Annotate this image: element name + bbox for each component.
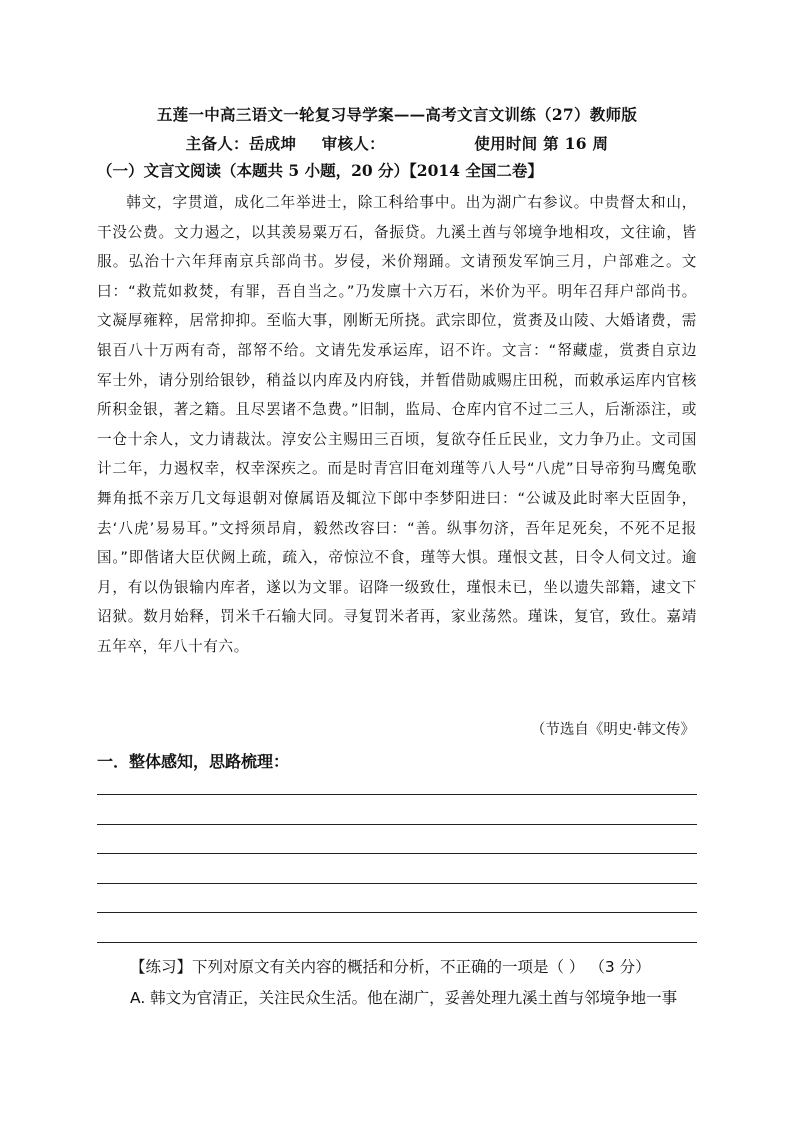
answer-line[interactable] xyxy=(97,794,697,795)
passage-text: 韩文，字贯道，成化二年举进士，除工科给事中。出为湖广右参议。中贵督太和山，干没公费。文力遏之，以其羡易粟万石，备振贷。九溪土酋与邻境争地相攻，文往谕，皆服。弘治十六年拜南京兵部尚书。岁侵，米价翔踊。文请预发军饷三月，户部难之。文曰：“救荒如救焚，有罪，吾自当之。”乃发廪十六万石，米价为平。明年召拜户部尚书。文凝厚雍粹，居常抑抑。至临大事，刚断无所挠。武宗即位，赏赉及山陵、大婚诸费，需银百八十万两有奇，部帑不给。文请先发承运库，诏不许。文言：“帑藏虚，赏赉自京边军士外，请分别给银钞，稍益以内库及内府钱，并暂借勋戚赐庄田税，而敕承运库内官核所积金银，著之籍。且尽罢诸不急费。”旧制，监局、仓库内官不过二三人，后渐添注，或一仓十余人，文力请裁汰。淳安公主赐田三百顷，复欲夺任丘民业，文力争乃止。文司国计二年，力遏权幸，权幸深疾之。而是时青宫旧奄刘瑾等八人号“八虎”日导帝狗马鹰兔歌舞角抵不亲万几文每退朝对僚属语及辄泣下郎中李梦阳进曰：“公诚及此时率大臣固争，去‘八虎’易易耳。”文捋须昂肩，毅然改容曰：“善。纵事勿济，吾年足死矣，不死不足报国。”即偕诸大臣伏阙上疏，疏入，帝惊泣不食，瑾等大惧。瑾恨文甚，日令人伺文过。逾月，有以伪银输内库者，遂以为文罪。诏降一级致仕，瑾恨未已，坐以遗失部籍，逮文下诏狱。数月始释，罚米千石输大同。寻复罚米者再，家业荡然。瑾诛，复官，致仕。嘉靖五年卒，年八十有六。 xyxy=(97,194,697,655)
answer-line[interactable] xyxy=(97,824,697,825)
answer-line[interactable] xyxy=(97,912,697,913)
answer-line[interactable] xyxy=(97,942,697,943)
reviewer-label: 审核人： xyxy=(321,134,385,153)
editor-label: 主备人：岳成坤 xyxy=(185,134,297,153)
section-heading: （一）文言文阅读（本题共 5 小题，20 分）【2014 全国二卷】 xyxy=(97,161,543,180)
question-heading: 一．整体感知，思路梳理： xyxy=(97,752,290,771)
usage-time-label: 使用时间 第 16 周 xyxy=(474,134,609,153)
answer-line[interactable] xyxy=(97,853,697,854)
answer-line[interactable] xyxy=(97,883,697,884)
passage-source: （节选自《明史·韩文传》 xyxy=(530,722,695,738)
option-a[interactable]: A. 韩文为官清正，关注民众生活。他在湖广，妥善处理九溪土酋与邻境争地一事 xyxy=(130,989,678,1007)
practice-prompt: 【练习】下列对原文有关内容的概括和分析，不正确的一项是（ ） （3 分） xyxy=(130,958,651,976)
document-title: 五莲一中高三语文一轮复习导学案——高考文言文训练（27）教师版 xyxy=(156,105,638,124)
classical-passage xyxy=(97,188,697,662)
document-meta-line xyxy=(0,132,794,154)
